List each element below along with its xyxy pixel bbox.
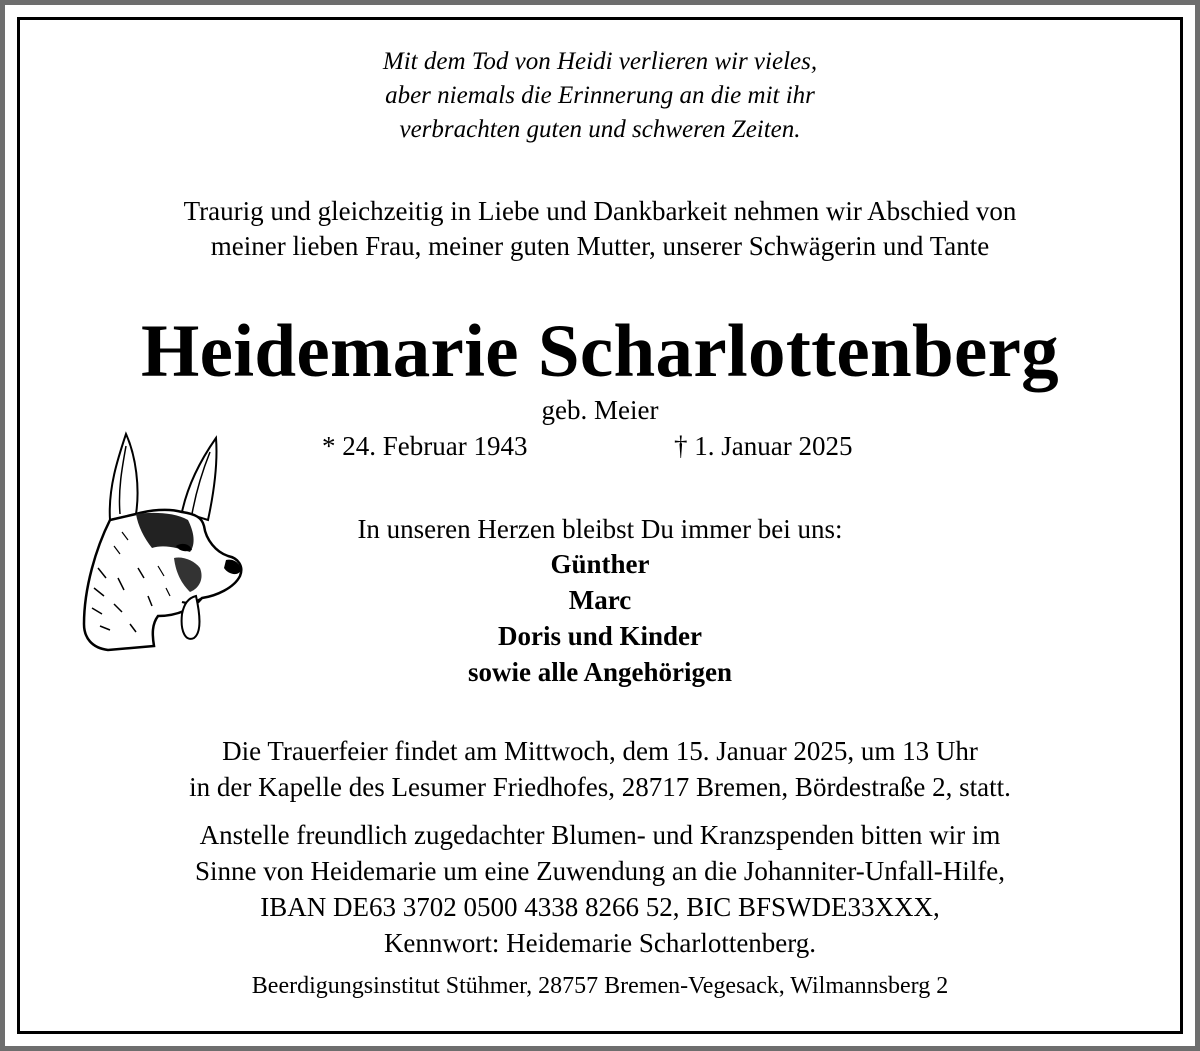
death-date: † 1. Januar 2025 <box>674 431 853 461</box>
intro-line: meiner lieben Frau, meiner guten Mutter, unserer Schwägerin und Tante <box>210 231 990 261</box>
mourner-name: sowie alle Angehörigen <box>468 657 732 687</box>
maiden-name: geb. Meier <box>541 395 659 425</box>
mourner-name: Doris und Kinder <box>497 621 703 651</box>
ceremony-info <box>0 733 1200 805</box>
motto-quote <box>0 45 1200 147</box>
mourners-list <box>0 546 1200 690</box>
donation-line: Kennwort: Heidemarie Scharlottenberg. <box>383 928 817 958</box>
donation-line: Sinne von Heidemarie um eine Zuwendung an die Johanniter-Unfall-Hilfe, <box>195 856 1005 886</box>
ceremony-line: Die Trauerfeier findet am Mittwoch, dem 15. Januar 2025, um 13 Uhr <box>222 736 978 766</box>
motto-line: aber niemals die Erinnerung an die mit ihr <box>385 82 815 109</box>
motto-line: Mit dem Tod von Heidi verlieren wir vieles, <box>382 48 818 75</box>
intro-text <box>0 194 1200 264</box>
donation-line: IBAN DE63 3702 0500 4338 8266 52, BIC BFSWDE33XXX, <box>260 892 940 922</box>
intro-line: Traurig und gleichzeitig in Liebe und Dankbarkeit nehmen wir Abschied von <box>183 196 1017 226</box>
deceased-name: Heidemarie Scharlottenberg <box>141 310 1059 393</box>
mourn-line: In unseren Herzen bleibst Du immer bei uns: <box>357 514 843 544</box>
donation-info <box>0 817 1200 961</box>
mourner-name: Marc <box>568 585 632 615</box>
ceremony-line: in der Kapelle des Lesumer Friedhofes, 28717 Bremen, Bördestraße 2, statt. <box>189 772 1011 802</box>
motto-line: verbrachten guten und schweren Zeiten. <box>399 116 801 143</box>
donation-line: Anstelle freundlich zugedachter Blumen- und Kranzspenden bitten wir im <box>199 820 1001 850</box>
mourner-name: Günther <box>550 549 650 579</box>
birth-date: * 24. Februar 1943 <box>322 431 528 461</box>
funeral-home: Beerdigungsinstitut Stühmer, 28757 Bremen-Vegesack, Wilmannsberg 2 <box>251 973 949 999</box>
